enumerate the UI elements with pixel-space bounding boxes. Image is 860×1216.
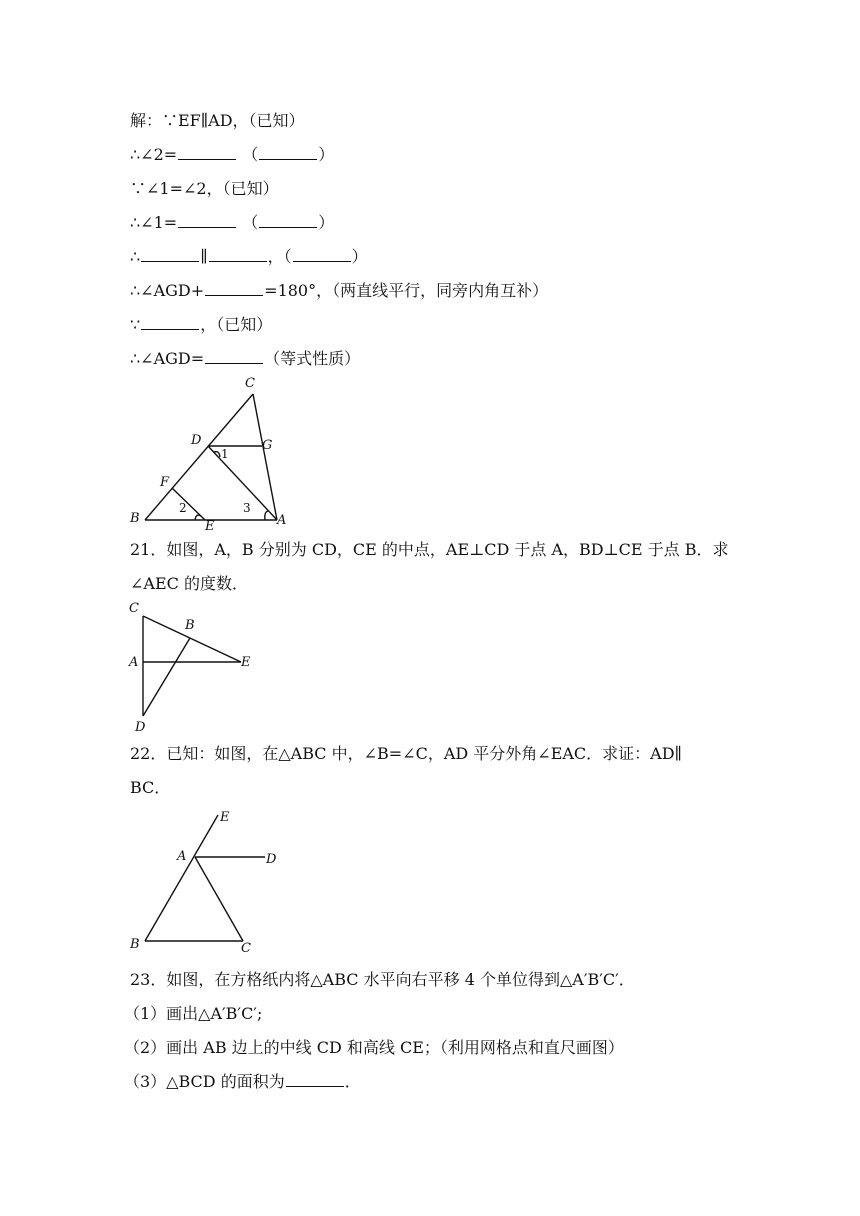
segment-bc [145,394,253,520]
question-text: ． [344,1072,361,1091]
label-3: 3 [243,501,251,515]
label-c: C [245,376,255,391]
answer-blank[interactable] [205,280,263,296]
question-23-item-1: （1）画出△A′B′C′; [124,1004,263,1023]
label-a: A [129,655,139,670]
label-c: C [241,941,251,955]
proof-line-4 [130,212,334,234]
segment-ca [253,394,277,520]
proof-text: （ [242,145,259,164]
answer-blank[interactable] [286,1071,344,1087]
segment-db [143,638,190,716]
angle-mark-2 [195,515,201,520]
proof-text: ∴∠AGD= [130,349,205,368]
label-c: C [129,601,139,616]
label-2: 2 [179,501,187,515]
proof-text: =180°，（两直线平行，同旁内角互补） [264,281,549,300]
reason-blank[interactable] [293,246,351,262]
segment-ac [195,857,243,941]
label-d: D [191,433,202,448]
label-e: E [241,655,251,670]
proof-text: ，（ [267,247,292,266]
proof-line-7 [130,314,272,336]
label-b: B [130,511,140,526]
question-22-line-1: 22．已知：如图，在△ABC 中，∠B=∠C，AD 平分外角∠EAC．求证：AD∥ [130,744,682,763]
proof-text: ，（已知） [200,315,273,334]
angle-mark-3 [265,511,268,520]
triangle-figure-1 [125,372,295,532]
proof-text: ∵ [130,315,141,334]
label-a: A [177,849,187,864]
question-text: （3）△BCD 的面积为 [124,1072,285,1091]
proof-text: ∥ [200,247,208,266]
answer-blank[interactable] [205,348,263,364]
label-b: B [185,618,195,633]
question-21-line-2: ∠AEC 的度数． [130,574,248,593]
reason-blank[interactable] [259,212,317,228]
proof-text: （ [242,213,259,232]
proof-line-5 [130,246,368,268]
proof-line-3: ∵∠1=∠2，（已知） [130,179,279,198]
proof-text: ） [318,213,335,232]
question-23-line-1: 23．如图，在方格纸内将△ABC 水平向右平移 4 个单位得到△A′B′C′． [130,970,635,989]
answer-blank[interactable] [209,246,267,262]
proof-text: （等式性质） [264,349,361,368]
label-g: G [262,438,273,453]
label-f: F [160,475,170,490]
label-1: 1 [221,447,229,461]
label-e: E [220,810,230,825]
question-23-item-2: （2）画出 AB 边上的中线 CD 和高线 CE；（利用网格点和直尺画图） [124,1038,624,1057]
proof-text: ∴∠2= [130,145,178,164]
proof-text: ∴∠1= [130,213,178,232]
label-d: D [266,852,277,867]
label-b: B [130,937,140,952]
question-21-line-1: 21．如图，A，B 分别为 CD，CE 的中点，AE⊥CD 于点 A，BD⊥CE 于点 B．求 [130,540,729,559]
figure-q22 [125,805,290,955]
proof-line-6 [130,280,548,302]
proof-text: ） [318,145,335,164]
proof-line-1: 解：∵EF∥AD，（已知） [130,111,305,130]
proof-text: ∴∠AGD+ [130,281,205,300]
answer-blank[interactable] [178,212,236,228]
proof-text: ） [351,247,368,266]
proof-text: ∴ [130,247,141,266]
proof-line-2 [130,144,334,166]
question-22-line-2: BC． [130,778,171,797]
answer-blank[interactable] [141,314,199,330]
question-23-item-3 [124,1071,361,1093]
answer-blank[interactable] [178,144,236,160]
figure-q21 [125,596,265,736]
proof-line-8 [130,348,360,370]
label-d: D [135,720,146,735]
label-a: A [277,513,287,528]
reason-blank[interactable] [259,144,317,160]
label-e: E [205,519,215,532]
answer-blank[interactable] [141,246,199,262]
